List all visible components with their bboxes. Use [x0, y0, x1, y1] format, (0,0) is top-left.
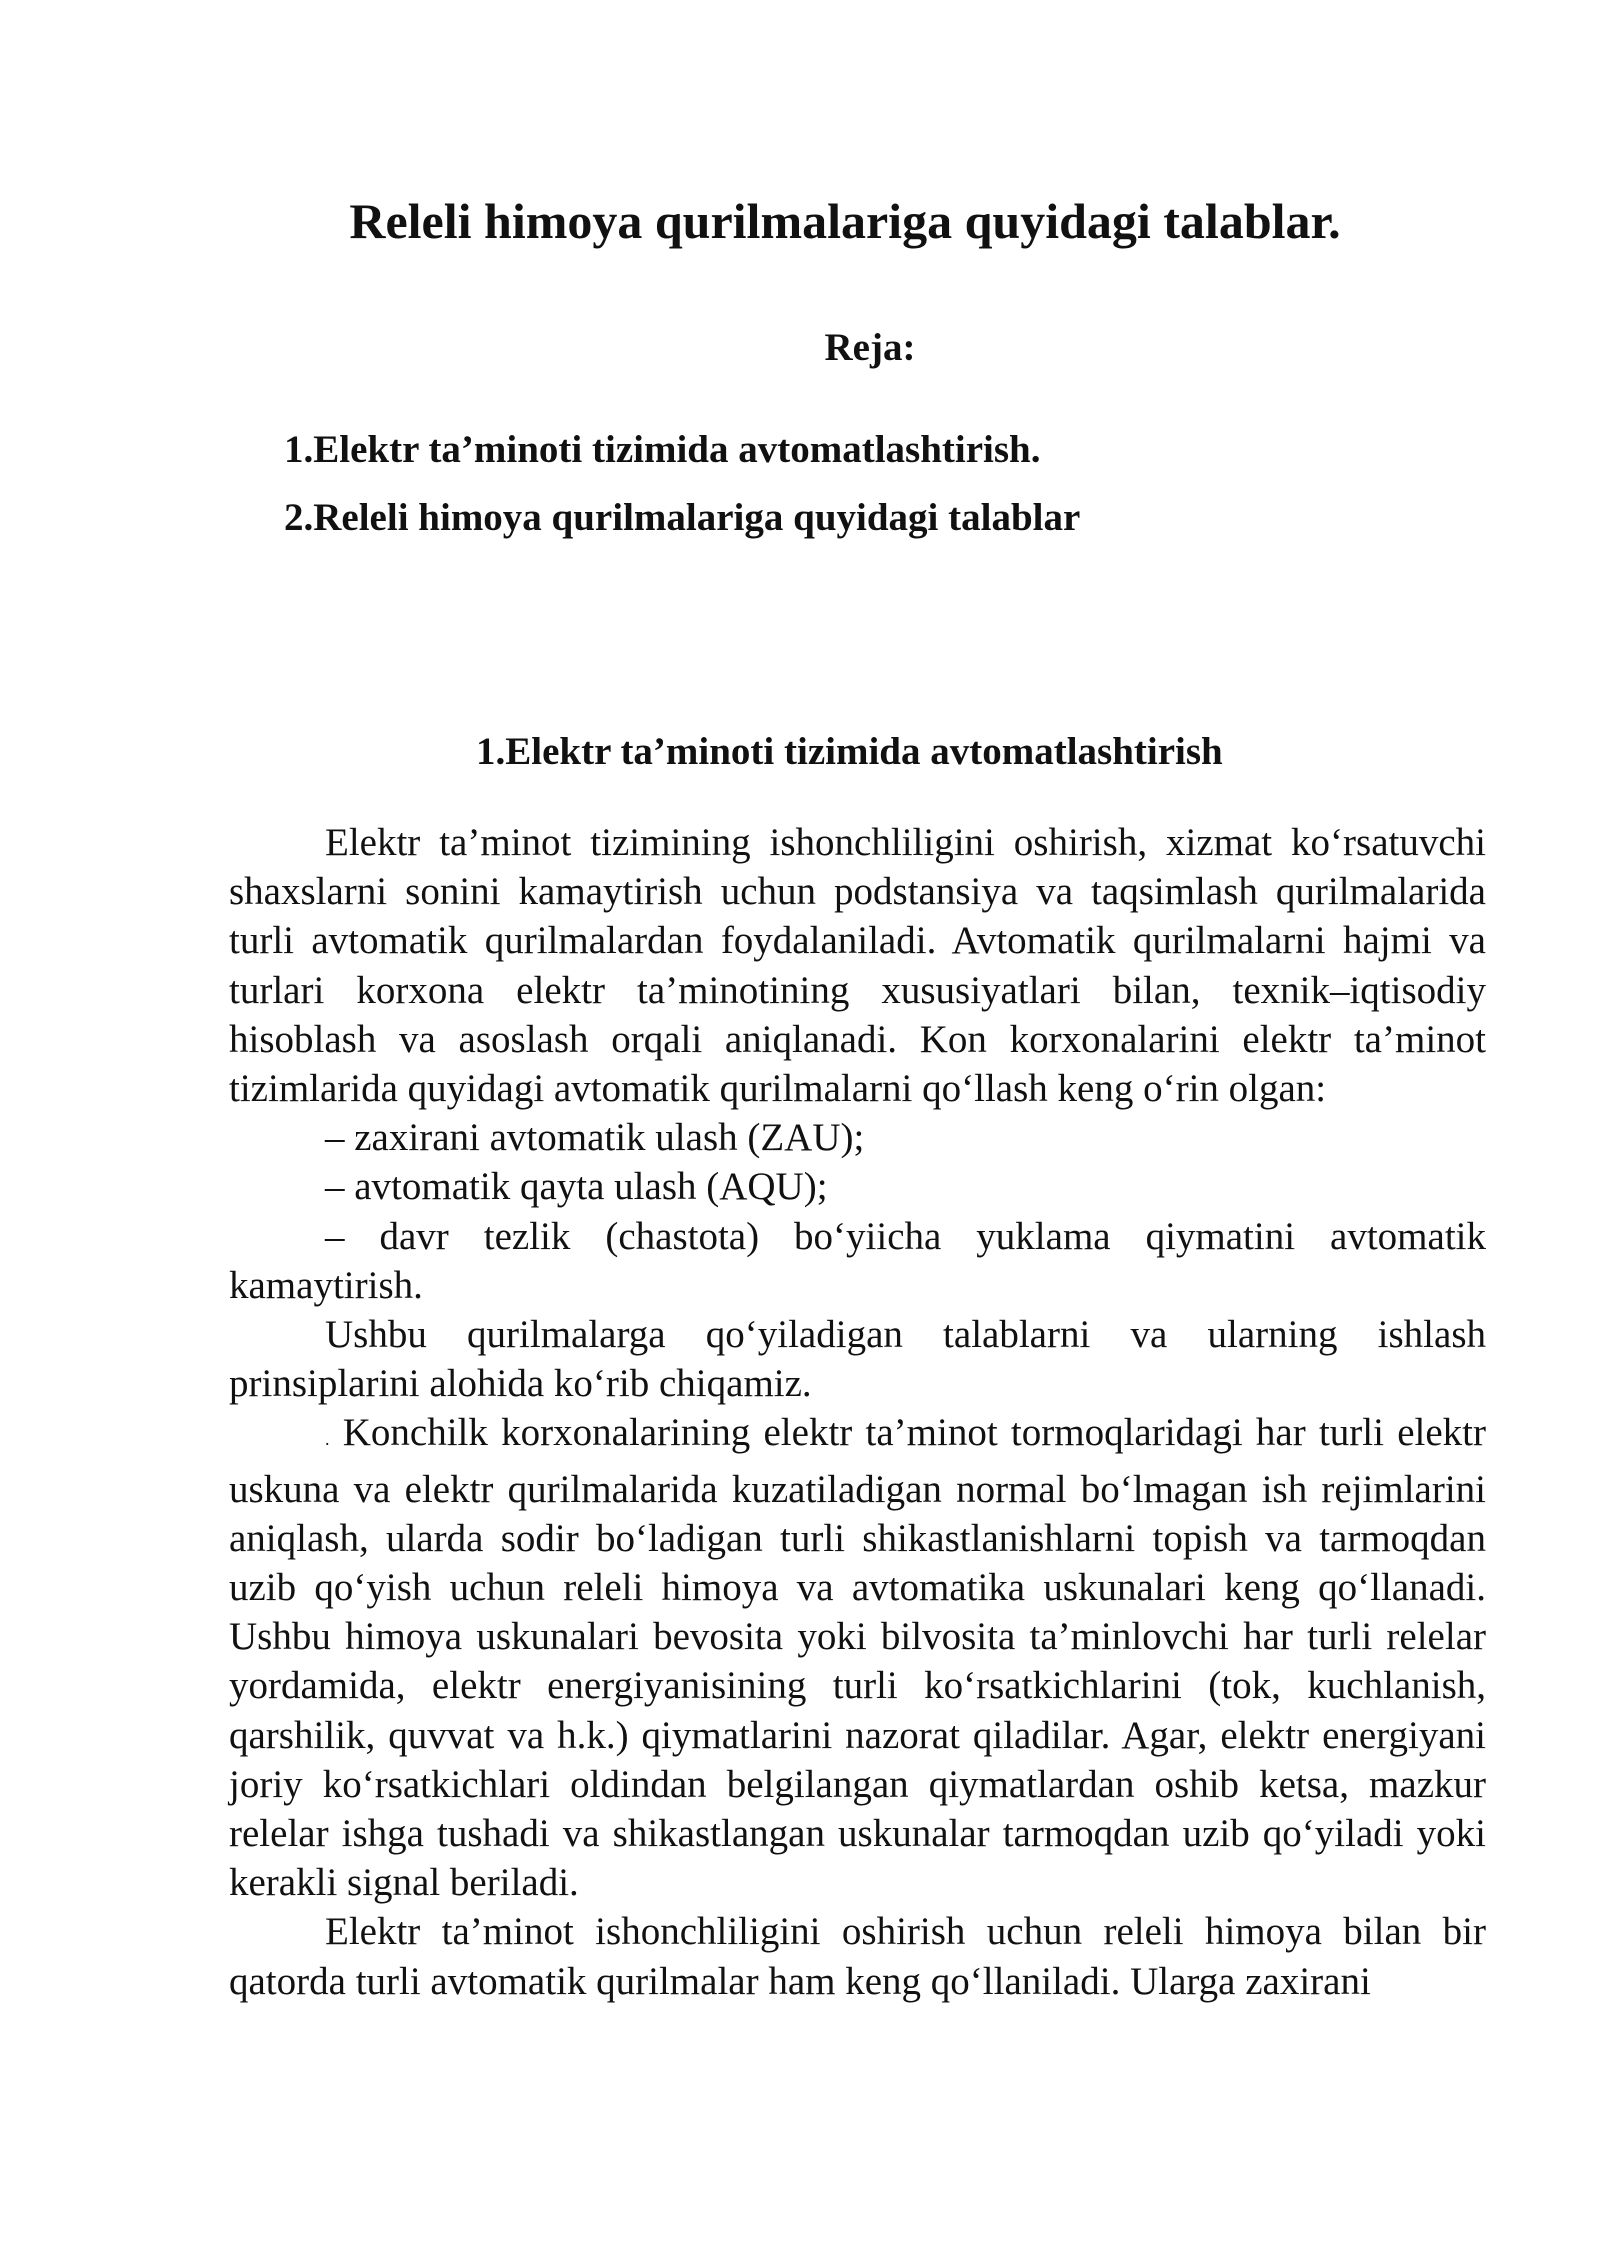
- paragraph: Ushbu qurilmalarga qo‘yiladigan talablarni va ularning ishlash prinsiplarini alohida ko‘rib chiqamiz.: [229, 1313, 1486, 1406]
- body-text: [229, 818, 1486, 2006]
- document-title: Releli himoya qurilmalariga quyidagi talablar.: [349, 193, 1341, 249]
- list-item: – davr tezlik (chastota) bo‘yiicha yuklama qiymatini avtomatik kamaytirish.: [229, 1214, 1486, 1307]
- plan-heading: Reja:: [824, 326, 916, 369]
- paragraph: Elektr ta’minot ishonchliligini oshirish uchun releli himoya bilan bir qatorda turli avtomatik qurilmalar ham keng qo‘llaniladi. Ularga zaxirani: [229, 1910, 1486, 2003]
- list-item: – zaxirani avtomatik ulash (ZAU);: [325, 1116, 865, 1160]
- stray-dot: .: [325, 1429, 330, 1450]
- paragraph: Elektr ta’minot tizimining ishonchliligini oshirish, xizmat ko‘rsatuvchi shaxslarni sonini kamaytirish uchun podstansiya va taqsimlash qurilmalarida turli avtomatik qurilmalardan foydalaniladi. Avtomatik qurilmalarni hajmi va turlari korxona elektr ta’minotining xususiyatlari bilan, texnik–iqtisodiy hisoblash va asoslash orqali aniqlanadi. Kon korxonalarini elektr ta’minot tizimlarida quyidagi avtomatik qurilmalarni qo‘llash keng o‘rin olgan:: [229, 821, 1486, 1111]
- list-item: – avtomatik qayta ulash (AQU);: [325, 1165, 828, 1209]
- paragraph: [229, 1408, 1486, 1907]
- plan-item: 2.Releli himoya qurilmalariga quyidagi talablar: [284, 496, 1081, 539]
- section-heading: 1.Elektr ta’minoti tizimida avtomatlashtirish: [476, 730, 1223, 773]
- paragraph-text: Konchilk korxonalarining elektr ta’minot tormoqlaridagi har turli elektr uskuna va elektr qurilmalarida kuzatiladigan normal bo‘lmagan ish rejimlarini aniqlash, ularda sodir bo‘ladigan turli shikastlanishlarni topish va tarmoqdan uzib qo‘yish uchun releli himoya va avtomatika uskunalari keng qo‘llanadi. Ushbu himoya uskunalari bevosita yoki bilvosita ta’minlovchi har turli relelar yordamida, elektr energiyanisining turli ko‘rsatkichlarini (tok, kuchlanish, qarshilik, quvvat va h.k.) qiymatlarini nazorat qiladilar. Agar, elektr energiyani joriy ko‘rsatkichlari oldindan belgilangan qiymatlardan oshib ketsa, mazkur relelar ishga tushadi va shikastlangan uskunalar tarmoqdan uzib qo‘yiladi yoki kerakli signal beriladi.: [229, 1411, 1486, 1905]
- plan-item: 1.Elektr ta’minoti tizimida avtomatlashtirish.: [284, 428, 1041, 471]
- plan-list: [284, 416, 1080, 552]
